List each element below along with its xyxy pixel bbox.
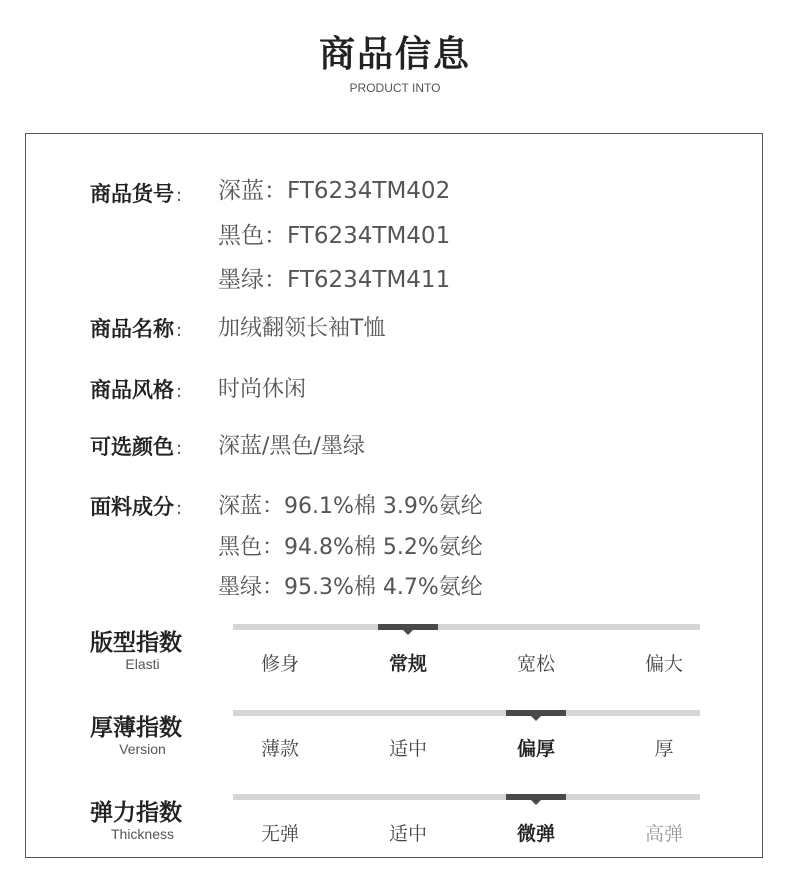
name-value: 加绒翻领长袖T恤 [218, 316, 386, 341]
fit-index-marker [378, 624, 438, 630]
sku-line-2: 黑色：FT6234TM401 [218, 223, 451, 249]
fabric-line-1: 深蓝：96.1%棉 3.9%氨纶 [218, 494, 483, 519]
thickness-option-3: 偏厚 [516, 738, 555, 760]
fit-index-subtitle: Elasti [125, 656, 160, 672]
sku-label [90, 178, 182, 208]
name-label [90, 313, 182, 343]
sku-colon: : [176, 185, 183, 206]
sku-label-text: 商品货号 [90, 182, 174, 206]
thickness-index-marker [506, 710, 566, 716]
fit-option-1: 修身 [260, 653, 299, 675]
style-label [90, 374, 182, 404]
sku-line-1: 深蓝：FT6234TM402 [218, 178, 451, 204]
stretch-option-2: 适中 [388, 823, 427, 845]
fabric-label [90, 491, 182, 521]
fabric-line-2: 黑色：94.8%棉 5.2%氨纶 [218, 535, 483, 560]
style-colon: : [176, 381, 183, 402]
stretch-option-3: 微弹 [516, 823, 555, 845]
name-colon: : [176, 320, 183, 341]
thickness-option-4: 厚 [654, 738, 674, 760]
fit-option-3: 宽松 [516, 653, 555, 675]
fabric-label-text: 面料成分 [90, 495, 174, 519]
colors-value: 深蓝/黑色/墨绿 [218, 434, 365, 459]
fit-option-2: 常规 [388, 653, 427, 675]
fabric-colon: : [176, 498, 183, 519]
colors-label-text: 可选颜色 [90, 435, 174, 459]
thickness-option-1: 薄款 [260, 738, 299, 760]
style-label-text: 商品风格 [90, 378, 174, 402]
fit-option-4: 偏大 [644, 653, 683, 675]
stretch-option-1: 无弹 [260, 823, 299, 845]
name-label-text: 商品名称 [90, 317, 174, 341]
stretch-option-4: 高弹 [644, 823, 683, 845]
fit-index-track [233, 624, 700, 630]
stretch-index-title: 弹力指数 [90, 800, 182, 826]
stretch-index-subtitle: Thickness [110, 826, 175, 842]
colors-label [90, 431, 182, 461]
thickness-index-title: 厚薄指数 [90, 715, 182, 741]
thickness-index-track [233, 710, 700, 716]
fabric-line-3: 墨绿：95.3%棉 4.7%氨纶 [218, 575, 483, 600]
stretch-index-marker [506, 794, 566, 800]
page-subtitle: PRODUCT INTO [349, 81, 441, 95]
thickness-index-subtitle: Version [119, 741, 166, 757]
page-title: 商品信息 [318, 34, 471, 75]
colors-colon: : [176, 438, 183, 459]
style-value: 时尚休闲 [218, 377, 307, 402]
stretch-index-track [233, 794, 700, 800]
sku-line-3: 墨绿：FT6234TM411 [218, 267, 451, 293]
fit-index-title: 版型指数 [90, 630, 182, 656]
thickness-option-2: 适中 [388, 738, 427, 760]
